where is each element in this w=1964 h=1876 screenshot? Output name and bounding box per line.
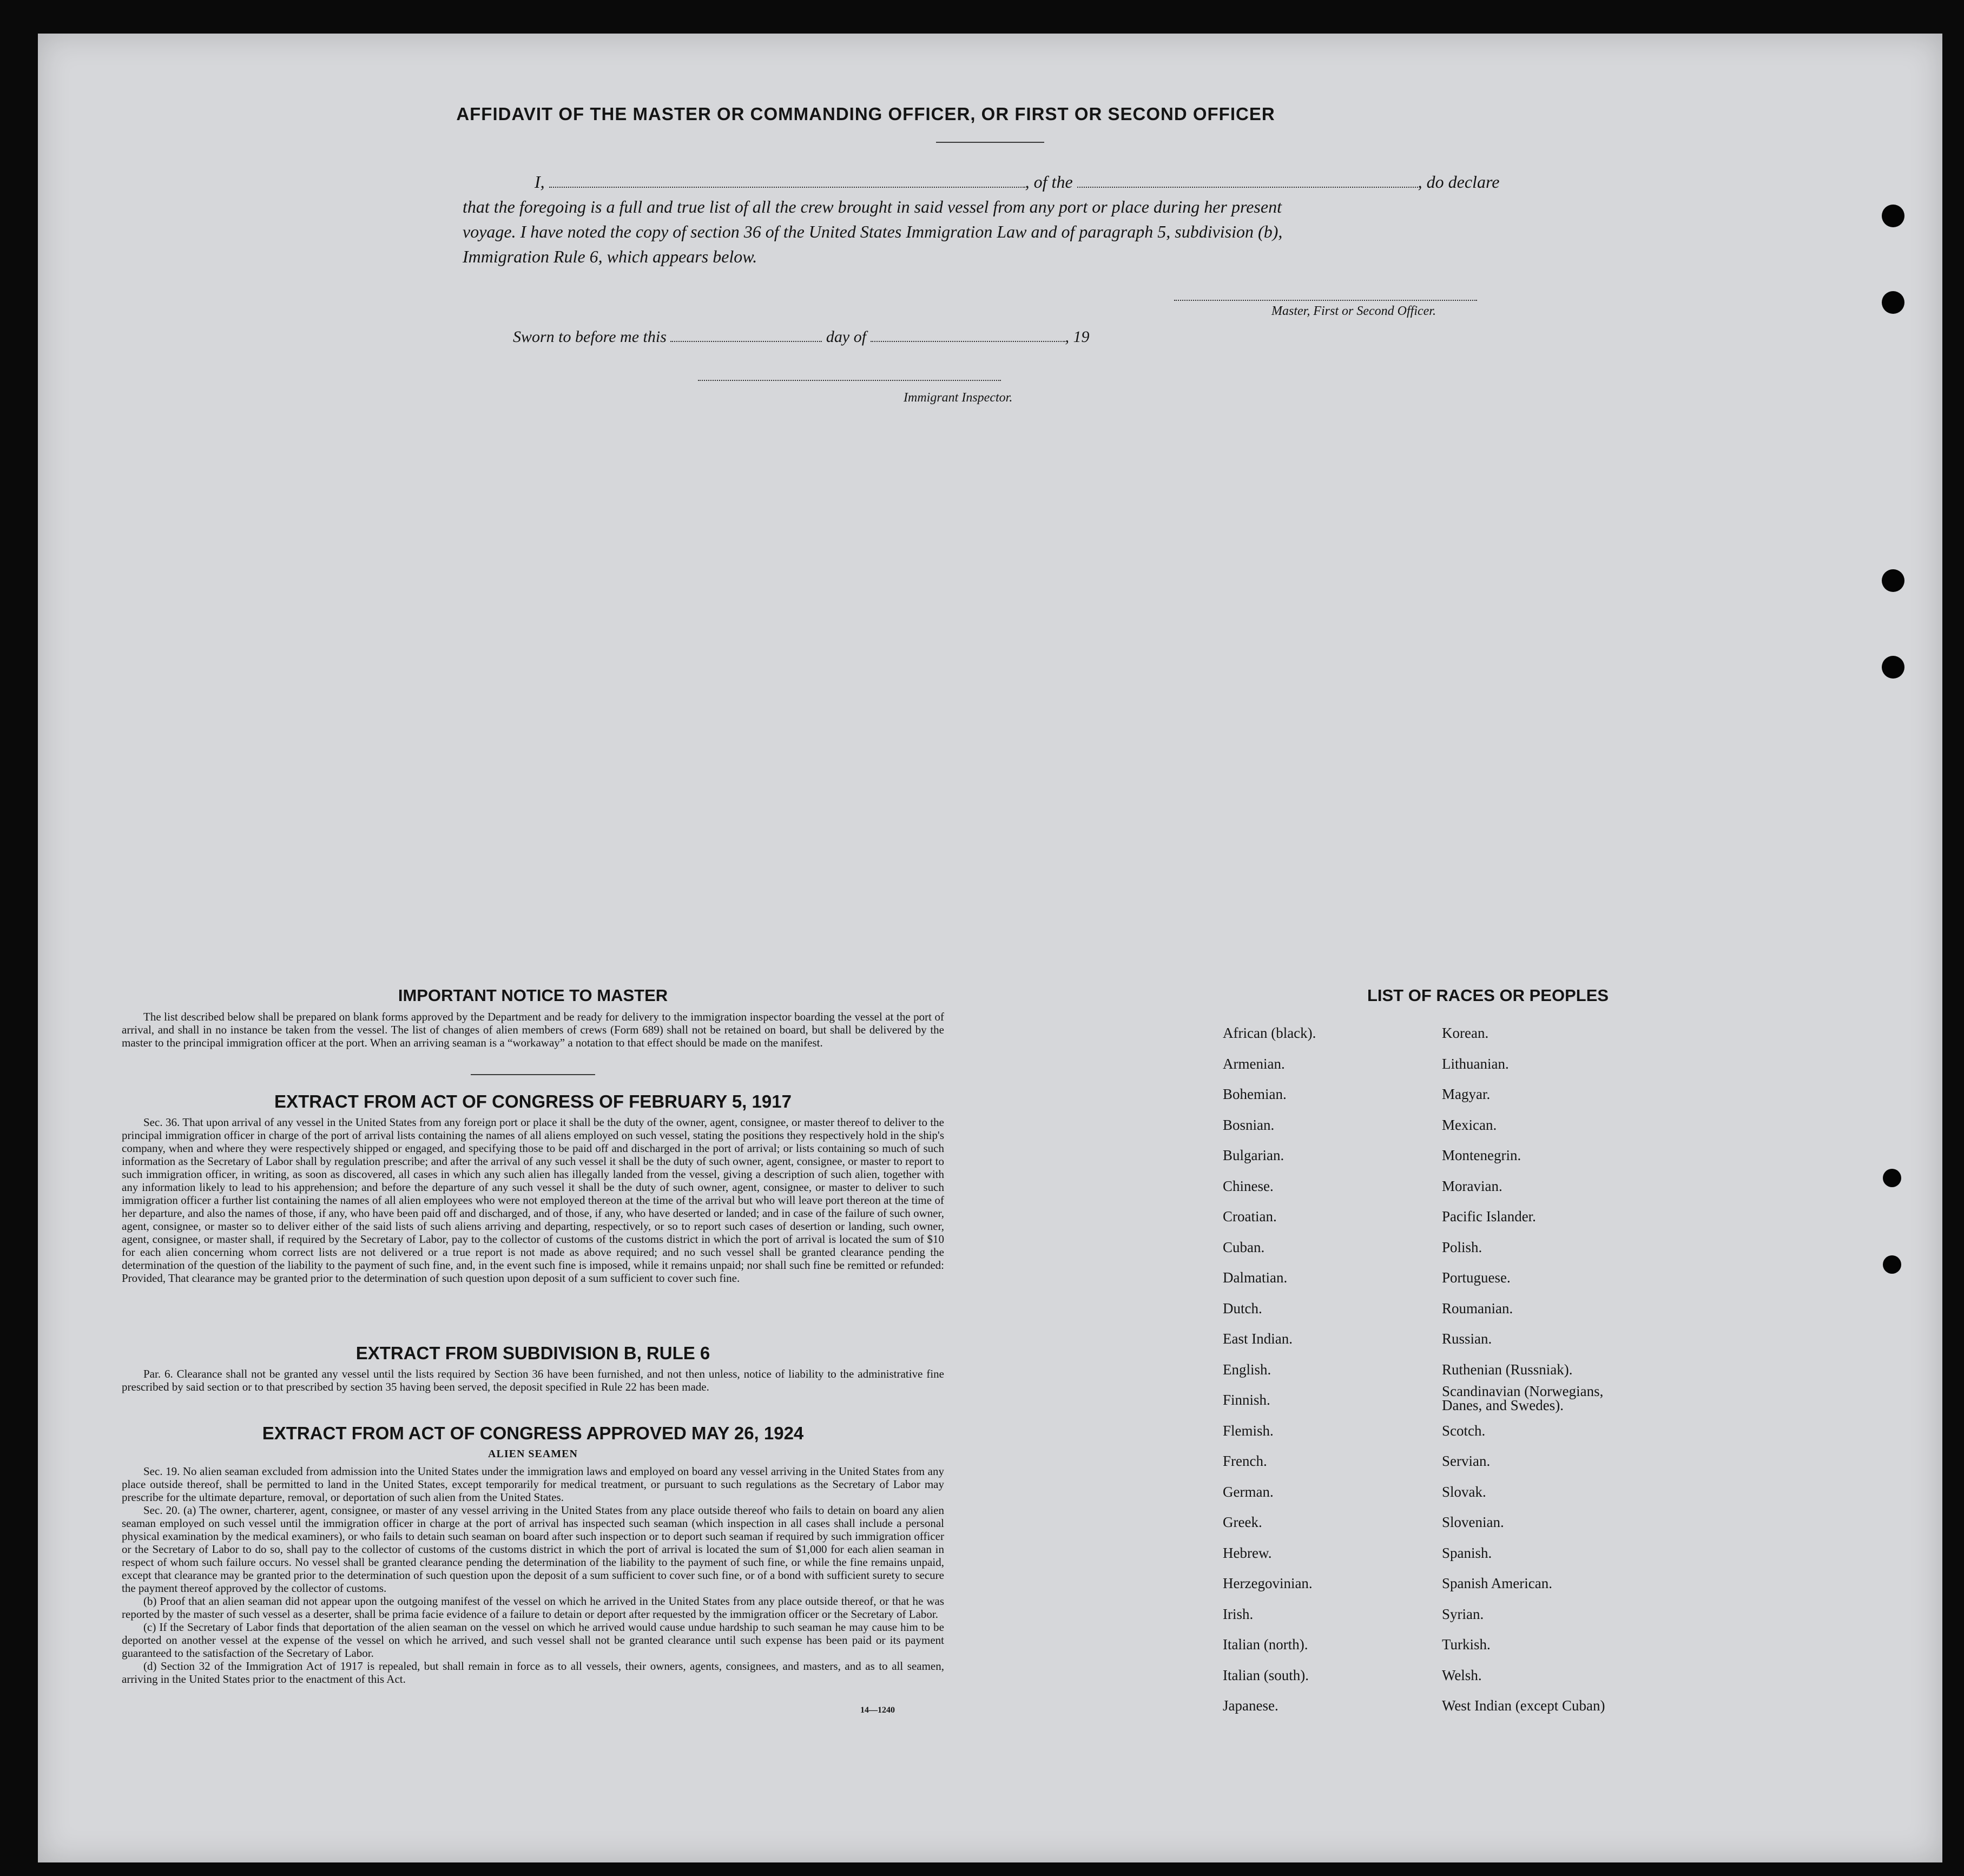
- race-item: Cuban.: [1223, 1239, 1265, 1255]
- race-item: Slovenian.: [1442, 1514, 1504, 1530]
- race-item: Flemish.: [1223, 1422, 1274, 1439]
- sworn-month-field[interactable]: [871, 341, 1065, 342]
- divider: [471, 1074, 595, 1075]
- affidavit-title: AFFIDAVIT OF THE MASTER OR COMMANDING OFFICER, OR FIRST OR SECOND OFFICER: [456, 104, 1275, 124]
- race-item: Turkish.: [1442, 1636, 1491, 1653]
- punch-hole: [1882, 205, 1904, 227]
- race-item: Montenegrin.: [1442, 1147, 1521, 1163]
- races-list: [1223, 1025, 1764, 1782]
- vessel-field[interactable]: [1077, 187, 1418, 188]
- affidavit-i: I,: [535, 172, 545, 192]
- race-item: French.: [1223, 1453, 1267, 1469]
- race-item: Italian (south).: [1223, 1667, 1309, 1683]
- race-item: Croatian.: [1223, 1208, 1277, 1225]
- race-item: Bulgarian.: [1223, 1147, 1284, 1163]
- punch-hole: [1882, 291, 1904, 314]
- race-item: Spanish American.: [1442, 1575, 1552, 1591]
- sworn-label: Sworn to before me this: [513, 328, 667, 346]
- inspector-signature-line[interactable]: [698, 380, 1001, 381]
- affidavit-line-2: that the foregoing is a full and true list of all the crew brought in said vessel from any port or place during her present: [463, 197, 1282, 216]
- affidavit-line-1: [535, 172, 1499, 192]
- race-item: Bosnian.: [1223, 1116, 1275, 1133]
- race-item: Dutch.: [1223, 1300, 1262, 1317]
- sec-19-paragraph: Sec. 19. No alien seaman excluded from admission into the United States under the immigration laws and employed on board any vessel arriving in the United States from any place outside thereof, shall be permitted to land in the United States, except temporarily for medical treatment, or pursuant to such regulations as the Secretary of Labor may prescribe for the ultimate departure, removal, or deportation of such alien from the United States.: [122, 1465, 944, 1504]
- title-underline: [936, 142, 1044, 143]
- punch-hole: [1882, 656, 1904, 679]
- affidavit-line-3: voyage. I have noted the copy of section 36 of the United States Immigration Law and of paragraph 5, subdivision (b),: [463, 222, 1283, 241]
- extract-rule6-text: [122, 1367, 944, 1393]
- race-item: Japanese.: [1223, 1697, 1278, 1714]
- race-item: Portuguese.: [1442, 1269, 1511, 1286]
- sec-20a-paragraph: Sec. 20. (a) The owner, charterer, agent, consignee, or master of any vessel arriving in the United States from any place outside thereof who fails to detain on board any alien seaman employed on such vessel until the immigration officer in charge at the port of arrival has inspected such seaman (which inspection in all cases shall include a personal physical examination by the medical examiners), or who fails to detain such seaman on board after such inspection or to deport such seaman if required by such immigration officer or the Secretary of Labor to do so, shall pay to the collector of customs of the customs district in which the port of arrival is located the sum of $1,000 for each alien seaman in respect of whom such failure occurs. No vessel shall be granted clearance pending the determination of the liability to the payment of such fine, or while the fine remains unpaid, except that clearance may be granted prior to the determination of such question upon the deposit of a sum sufficient to cover such fine, or of a bond with sufficient surety to secure the payment thereof approved by the collector of customs.: [122, 1504, 944, 1595]
- race-item: Greek.: [1223, 1514, 1262, 1530]
- race-item: Polish.: [1442, 1239, 1482, 1255]
- extract-1917-paragraph: Sec. 36. That upon arrival of any vessel in the United States from any foreign port or place it shall be the duty of the owner, agent, consignee, or master thereof to deliver to the principal immigration officer in charge of the port of arrival lists containing the names of all aliens employed on such vessel, stating the positions they respectively hold in the ship's company, when and where they were respectively shipped or engaged, and specifying those to be paid off and discharged in the port of arrival; or lists containing so much of such information as the Secretary of Labor shall by regulation prescribe; and after the arrival of any such vessel it shall be the duty of such owner, agent, consignee, or master to report to such immigration officer, in writing, as soon as discovered, all cases in which any such alien has illegally landed from the vessel, giving a description of such alien, together with any information likely to lead to his apprehension; and before the departure of any such vessel it shall be the duty of such owner, agent, consignee, or master to deliver to such immigration officer a further list containing the names of all alien employees who were not employed thereon at the time of the arrival but who will leave port thereon at the time of her departure, and also the names of those, if any, who have been paid off and discharged, and of those, if any, who have deserted or landed; and in case of the failure of such owner, agent, consignee, or master so to deliver either of the said lists of such aliens arriving and departing, respectively, or so to report such cases of desertion or landing, such owner, agent, consignee, or master shall, if required by the Secretary of Labor, pay to the collector of customs of the customs district in which the port of arrival is located the sum of $10 for each alien concerning whom correct lists are not delivered or a true report is not made as above required; and no such vessel shall be granted clearance pending the determination of the question of the liability to the payment of such fine, and, in the event such fine is imposed, while it remains unpaid; nor shall such fine be remitted or refunded: Provided, That clearance may be granted prior to the determination of such question upon deposit of a sum sufficient to cover such fine.: [122, 1116, 944, 1285]
- races-title: LIST OF RACES OR PEOPLES: [1367, 986, 1609, 1005]
- race-item: Roumanian.: [1442, 1300, 1513, 1317]
- race-item: Herzegovinian.: [1223, 1575, 1313, 1591]
- affidavit-line-4: Immigration Rule 6, which appears below.: [463, 247, 757, 266]
- inspector-signature-label: Immigrant Inspector.: [904, 391, 1013, 405]
- extract-1924-text: [122, 1465, 944, 1686]
- race-item: Bohemian.: [1223, 1086, 1287, 1102]
- race-item: Magyar.: [1442, 1086, 1491, 1102]
- sworn-day-field[interactable]: [670, 341, 822, 342]
- name-field[interactable]: [549, 187, 1025, 188]
- notice-title: IMPORTANT NOTICE TO MASTER: [398, 986, 668, 1005]
- race-item: Irish.: [1223, 1605, 1254, 1622]
- race-item: German.: [1223, 1483, 1274, 1500]
- race-item: Slovak.: [1442, 1483, 1486, 1500]
- punch-hole: [1883, 1255, 1901, 1274]
- race-item: Scandinavian (Norwegians, Danes, and Swedes).: [1442, 1383, 1604, 1413]
- race-item: Korean.: [1442, 1025, 1489, 1041]
- notice-paragraph: The list described below shall be prepared on blank forms approved by the Department and be ready for delivery to the immigration inspector boarding the vessel at the port of arrival, and shall in no instance be taken from the vessel. The list of changes of alien members of crews (Form 689) shall not be retained on board, but shall be delivered by the master to the principal immigration officer at the port. When an arriving seaman is a “workaway” a notation to that effect should be made on the manifest.: [122, 1010, 944, 1049]
- affidavit-declare: , do declare: [1418, 172, 1500, 192]
- form-number: 14—1240: [860, 1706, 895, 1715]
- document-page: [38, 34, 1942, 1862]
- year-label: , 19: [1065, 328, 1090, 346]
- affidavit-of-the: , of the: [1025, 172, 1073, 192]
- race-item: Chinese.: [1223, 1177, 1274, 1194]
- race-item: Lithuanian.: [1442, 1055, 1509, 1072]
- extract-1917-text: [122, 1116, 944, 1285]
- race-item: English.: [1223, 1361, 1271, 1378]
- punch-hole: [1882, 569, 1904, 592]
- extract-1924-title: EXTRACT FROM ACT OF CONGRESS APPROVED MAY 26, 1924: [262, 1423, 804, 1443]
- extract-rule6-title: EXTRACT FROM SUBDIVISION B, RULE 6: [355, 1343, 710, 1363]
- alien-seamen-subtitle: ALIEN SEAMEN: [488, 1448, 578, 1460]
- race-item: Ruthenian (Russniak).: [1442, 1361, 1573, 1378]
- sworn-line: [513, 328, 1090, 346]
- race-item: Spanish.: [1442, 1544, 1492, 1561]
- race-item: Italian (north).: [1223, 1636, 1308, 1653]
- punch-hole: [1883, 1169, 1901, 1187]
- race-item: Dalmatian.: [1223, 1269, 1288, 1286]
- day-of-label: day of: [826, 328, 867, 346]
- master-signature-line[interactable]: [1174, 300, 1477, 301]
- race-item: Finnish.: [1223, 1392, 1270, 1408]
- race-item: Pacific Islander.: [1442, 1208, 1536, 1225]
- race-item: Russian.: [1442, 1331, 1492, 1347]
- notice-text: [122, 1010, 944, 1049]
- race-item: East Indian.: [1223, 1331, 1293, 1347]
- race-item: Armenian.: [1223, 1055, 1285, 1072]
- race-item: West Indian (except Cuban): [1442, 1697, 1605, 1714]
- race-item: Scotch.: [1442, 1422, 1486, 1439]
- race-item: Syrian.: [1442, 1605, 1484, 1622]
- race-item: Welsh.: [1442, 1667, 1482, 1683]
- sec-20c-paragraph: (c) If the Secretary of Labor finds that deportation of the alien seaman on the vessel on which he arrived would cause undue hardship to such seaman he may cause him to be deported on another vessel at the expense of the vessel on which he arrived, and such vessel shall not be granted clearance until such expense has been paid or its payment guaranteed to the satisfaction of the Secretary of Labor.: [122, 1621, 944, 1660]
- race-item: African (black).: [1223, 1025, 1316, 1041]
- race-item: Servian.: [1442, 1453, 1491, 1469]
- race-item: Moravian.: [1442, 1177, 1502, 1194]
- extract-1917-title: EXTRACT FROM ACT OF CONGRESS OF FEBRUARY 5, 1917: [274, 1091, 792, 1111]
- race-item: Mexican.: [1442, 1116, 1497, 1133]
- master-signature-label: Master, First or Second Officer.: [1271, 304, 1436, 318]
- sec-20d-paragraph: (d) Section 32 of the Immigration Act of 1917 is repealed, but shall remain in force as to all vessels, their owners, agents, consignees, and masters, and as to all seamen, arriving in the United States prior to the enactment of this Act.: [122, 1660, 944, 1686]
- extract-rule6-paragraph: Par. 6. Clearance shall not be granted any vessel until the lists required by Section 36 have been furnished, and not then unless, notice of liability to the administrative fine prescribed by said section or to that prescribed by section 35 having been served, the deposit specified in Rule 22 has been made.: [122, 1367, 944, 1393]
- sec-20b-paragraph: (b) Proof that an alien seaman did not appear upon the outgoing manifest of the vessel on which he arrived in the United States from any place outside thereof, or that he was reported by the master of such vessel as a deserter, shall be prima facie evidence of a failure to detain or deport after requested by the immigration officer or the Secretary of Labor.: [122, 1595, 944, 1621]
- race-item: Hebrew.: [1223, 1544, 1272, 1561]
